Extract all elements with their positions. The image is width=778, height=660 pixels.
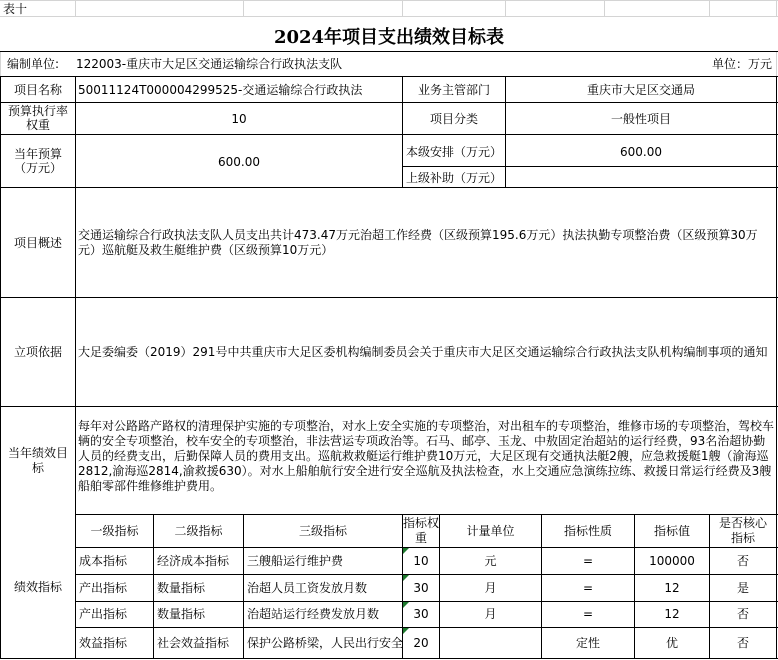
indicator-l3: 保护公路桥梁，人民出行安全 <box>247 636 404 650</box>
org-value: 122003-重庆市大足区交通运输综合行政执法支队 <box>76 57 343 71</box>
header-weight-1: 指标权 <box>403 516 440 530</box>
indicator-unit: 月 <box>484 581 497 595</box>
dept-value: 重庆市大足区交通局 <box>586 83 695 97</box>
indicator-unit: 元 <box>484 554 497 568</box>
org-label: 编制单位: <box>7 57 60 71</box>
indicator-nature: = <box>582 581 594 595</box>
indicator-weight: 10 <box>413 554 429 568</box>
subsidy-label: 上级补助（万元） <box>405 171 502 185</box>
goal-label-2: 标 <box>31 461 44 475</box>
indicator-unit: 月 <box>484 607 497 621</box>
project-name-value: 50011124T000004299525-交通运输综合行政执法 <box>78 83 363 97</box>
budget-label-1: 当年预算 <box>13 147 62 161</box>
header-l2: 二级指标 <box>174 524 223 538</box>
dept-label: 业务主管部门 <box>417 83 490 97</box>
page-title: 2024年项目支出绩效目标表 <box>273 27 505 48</box>
indicator-value: 12 <box>664 581 680 595</box>
overview-text: 交通运输综合行政执法支队人员支出共计473.47万元治超工作经费（区级预算195.6万元）执法执勤专项整治费（区级预算30万元）巡航艇及救生艇维护费（区级预算10万元） <box>78 228 758 257</box>
indicator-l2: 数量指标 <box>157 607 206 621</box>
goal-label-1: 当年绩效目 <box>7 446 68 460</box>
indicator-l2: 经济成本指标 <box>157 554 230 568</box>
header-core-1: 是否核心 <box>718 516 767 530</box>
basis-label: 立项依据 <box>13 345 62 359</box>
indicator-value: 优 <box>665 636 678 650</box>
exec-rate-label-1: 预算执行率 <box>7 104 68 118</box>
indicator-nature: 定性 <box>575 636 600 650</box>
indicator-weight: 30 <box>413 607 429 621</box>
category-label: 项目分类 <box>429 112 478 126</box>
indicator-core: 否 <box>736 607 749 621</box>
cell-marker-icon <box>403 628 409 634</box>
header-l1: 一级指标 <box>90 524 139 538</box>
sheet-tab-label[interactable]: 表十 <box>3 2 28 16</box>
header-weight-2: 重 <box>414 531 427 545</box>
overview-label: 项目概述 <box>13 236 62 250</box>
indicators-label: 绩效指标 <box>13 580 62 594</box>
indicator-core: 否 <box>736 554 749 568</box>
exec-rate-label-2: 权重 <box>25 118 50 132</box>
goal-text: 每年对公路路产路权的清理保护实施的专项整治，对水上安全实施的专项整治，对出租车的专项整治，维修市场的专项整治，驾校车辆的安全专项整治，校车安全的专项整治，非法营运专项政治等。石马、邮亭、玉龙、中敖固定治超站的运行经费，93名治超协勤人员的经费支出，后勤保障人员的费用支出。巡航救救艇运行维护费10万元，大足区现有交通执法艇2艘，应急救援艇1艘（渝海巡2812,渝海巡2814,渝救援630）。对水上船舶航行安全进行安全巡航及执法检查，水上交通应急演练拉练、救援日常运行经费及3艘船舶零部件维修维护费用。 <box>78 419 775 493</box>
header-nature: 指标性质 <box>563 524 612 538</box>
header-value: 指标值 <box>653 524 690 538</box>
indicator-l2: 社会效益指标 <box>157 636 230 650</box>
indicator-l1: 成本指标 <box>79 554 128 568</box>
header-l3: 三级指标 <box>298 524 347 538</box>
basis-text: 大足委编委（2019）291号中共重庆市大足区委机构编制委员会关于重庆市大足区交通运输综合行政执法支队机构编制事项的通知 <box>78 345 768 359</box>
indicator-l3: 三艘船运行维护费 <box>247 554 344 568</box>
local-budget-value: 600.00 <box>620 145 662 159</box>
indicator-l1: 产出指标 <box>79 581 128 595</box>
indicator-core: 否 <box>736 636 749 650</box>
indicator-nature: = <box>582 607 594 621</box>
indicator-core: 是 <box>736 581 749 595</box>
header-unit: 计量单位 <box>466 524 515 538</box>
indicator-weight: 30 <box>413 581 429 595</box>
indicator-weight: 20 <box>413 636 429 650</box>
budget-value: 600.00 <box>218 155 260 169</box>
indicator-l2: 数量指标 <box>157 581 206 595</box>
indicator-value: 12 <box>664 607 680 621</box>
indicator-value: 100000 <box>649 554 695 568</box>
project-name-label: 项目名称 <box>13 83 62 97</box>
indicator-nature: = <box>582 554 594 568</box>
local-budget-label: 本级安排（万元） <box>405 145 502 159</box>
unit-label: 单位：万元 <box>712 57 773 71</box>
indicator-l1: 产出指标 <box>79 607 128 621</box>
category-value: 一般性项目 <box>610 112 671 126</box>
indicator-l3: 治超站运行经费发放月数 <box>247 607 380 621</box>
indicator-l1: 效益指标 <box>79 636 128 650</box>
indicator-l3: 治超人员工资发放月数 <box>247 581 368 595</box>
budget-label-2: （万元） <box>13 161 62 175</box>
exec-rate-value: 10 <box>231 112 247 126</box>
header-core-2: 指标 <box>730 531 755 545</box>
